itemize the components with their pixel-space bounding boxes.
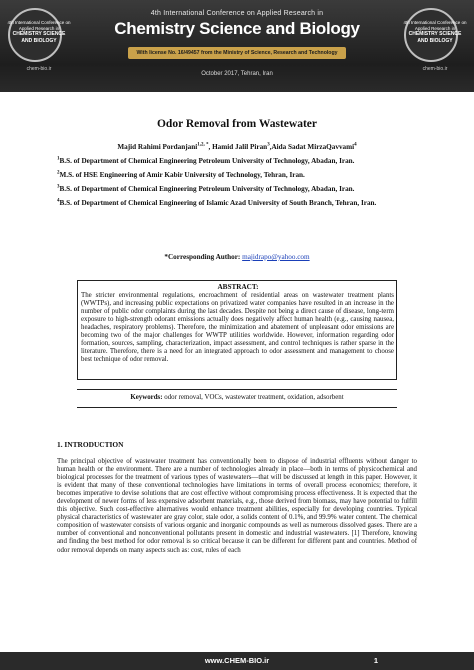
author-list: Majid Rahimi Pordanjani$^{1,2, *}$, Hamid Jalil Piran$^3$,Aida Sadat MirzaQavvami$^4$ — [117, 142, 357, 151]
page-number: 1 — [373, 656, 378, 665]
divider — [77, 389, 397, 390]
logo-text: 4th International Conference on Applied Research in CHEMISTRY SCIENCE AND BIOLOGY — [7, 20, 71, 44]
section-heading: 1. INTRODUCTION — [57, 440, 124, 449]
conference-subject: Chemistry Science and Biology — [114, 19, 360, 38]
logo-text: 4th International Conference on Applied Research in CHEMISTRY SCIENCE AND BIOLOGY — [403, 20, 467, 44]
affiliation: $^1$B.S. of Department of Chemical Engineering Petroleum University of Technology, Abadan, Iran. — [57, 156, 355, 165]
logo-web: chem-bio.ir — [422, 66, 448, 72]
affiliation: $^4$B.S. of Department of Chemical Engineering of Islamic Azad University of South Branch, Tehran, Iran. — [57, 198, 377, 207]
affiliation: $^2$M.S. of HSE Engineering of Amir Kabir University of Technology, Tehran, Iran. — [57, 170, 305, 179]
keywords: Keywords: odor removal, VOCs, wastewater treatment, oxidation, adsorbent — [130, 394, 344, 401]
conference-logo-right — [402, 6, 468, 72]
intro-text: The principal objective of wastewater treatment has conventionally been to dispose of industrial effluents without danger to human health or the environment. There are a number of technologies already in place—both in terms of physicochemical and biological processes for the treatment of various types of wastewaters—that will be discussed at length in this paper. However, it is evident that many of these conventional technologies have limitations in terms of overall process economics; therefore, it becomes imperative to devise solutions that are cost effective without compromising process effectiveness. It is expected that the development of newer forms of less expensive adsorbent materials, e.g., those derived from biomass, may have potential to fulfill this objective. Such cost-effective alternatives would enhance treatment abilities, especially for developing countries. Typical physical characteristics of wastewater are gray color, stale odor, a solids content of 0.1%, and 99.9% water content. The chemical composition of wastewater consists of various organic and inorganic compounds as well as numerous dissolved gases. There are a number of conventional and nonconventional pollutants present in domestic and industrial wastewaters. [1] Therefore, knowing and finding the best method for odor removal is so critical because it can be different for different pant and countries. Method of odor removal depends on many aspects such as: cost, rules of each — [57, 458, 417, 554]
license-ribbon: With license No. 16/49457 from the Ministry of Science, Research and Technology — [128, 47, 346, 59]
divider — [77, 407, 397, 408]
conference-date: October 2017, Tehran, Iran — [201, 71, 273, 77]
conference-name: 4th International Conference on Applied Research in — [150, 10, 324, 17]
author-name: Majid Rahimi Pordanjani — [117, 143, 198, 151]
footer-website[interactable]: www.CHEM-BIO.ir — [204, 656, 270, 665]
abstract-heading: ABSTRACT: — [217, 283, 259, 291]
author-name: , Hamid Jalil Piran — [208, 143, 268, 151]
email-link[interactable]: majidrapo@yahoo.com — [242, 253, 310, 261]
abstract-box — [77, 280, 397, 380]
author-name: ,Aida Sadat MirzaQavvami — [269, 143, 355, 151]
abstract-text: The stricter environmental regulations, encroachment of residential areas on wastewater treatment plants (WWTPs), and increasing public expectations on privatized water companies have resulted in an increase in the number of public odor complaints during the last decades. Despite not being a direct cause of disease, long-term exposure to high-strength odorant emissions actually does negatively affect human health (e.g., causing nausea, headaches, respiratory problems). Therefore, the minimization and abatement of unpleasant odor emissions are becoming two of the major challenges for WWTP utilities worldwide. However, information regarding odor formation, sources, sampling, characterization, impact assessment, and control techniques is rather sparse in the literature. Therefore, there is a need for an integrated approach to odor assessment and management to choose best technique of odor removal. — [81, 292, 394, 364]
logo-web: chem-bio.ir — [26, 66, 52, 72]
corresponding-author: *Corresponding Author: majidrapo@yahoo.com — [164, 253, 310, 261]
paper-title: Odor Removal from Wastewater — [156, 118, 317, 130]
conference-banner — [0, 0, 474, 92]
footer-bar — [0, 652, 474, 670]
affiliation: $^3$B.S. of Department of Chemical Engineering Petroleum University of Technology, Abadan, Iran. — [57, 184, 355, 193]
